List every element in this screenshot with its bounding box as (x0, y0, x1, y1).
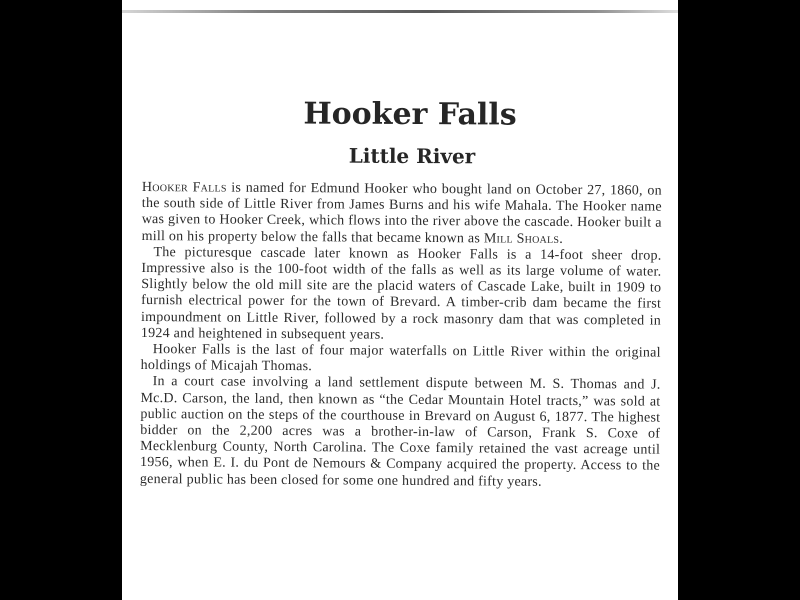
paragraph-1-text-b: . (559, 231, 564, 247)
scanned-page (122, 0, 678, 600)
paragraph-1-text-a: is named for Edmund Hooker who bought land on October 27, 1860, on the south side of Little River from James Burns and his wife Mahala. The Hooker name was given to Hooker Creek, which flows into the river above the cascade. Hooker built a mill on his property below the falls that became known as (141, 180, 662, 246)
document-body (140, 180, 662, 491)
document-subtitle: Little River (348, 143, 476, 169)
paragraph-1-lead: Hooker Falls (141, 180, 227, 196)
paragraph-1-place: Mill Shoals (483, 230, 560, 247)
paragraph-4: In a court case involving a land settlement dispute between M. S. Thomas and J. Mc.D. Carson, the land, then known as “the Cedar Mountain Hotel tracts,” was sold at public auction on the steps of the courthouse in Brevard on August 6, 1877. The highest bidder on the 2,200 acres was a brother-in-law of Carson, Frank S. Coxe of Mecklenburg County, North Carolina. The Coxe family retained the vast acreage until 1956, when E. I. du Pont de Nemours & Company acquired the property. Access to the general public has been closed for some one hundred and fifty years. (139, 374, 661, 490)
document-title: Hooker Falls (303, 96, 517, 133)
scan-edge-shadow (122, 10, 678, 13)
paragraph-1 (142, 180, 662, 248)
paragraph-2: The picturesque cascade later known as Hooker Falls is a 14-foot sheer drop. Impressive also is the 100-foot width of the falls as well as its large volume of water. Slightly below the old mill site are the placid waters of Cascade Lake, built in 1909 to furnish electrical power for the town of Brevard. A timber-crib dam became the first impoundment on Little River, followed by a rock masonry dam that was completed in 1924 and heightened in subsequent years. (140, 244, 662, 343)
paragraph-3: Hooker Falls is the last of four major waterfalls on Little River within the original holdings of Micajah Thomas. (140, 342, 661, 375)
